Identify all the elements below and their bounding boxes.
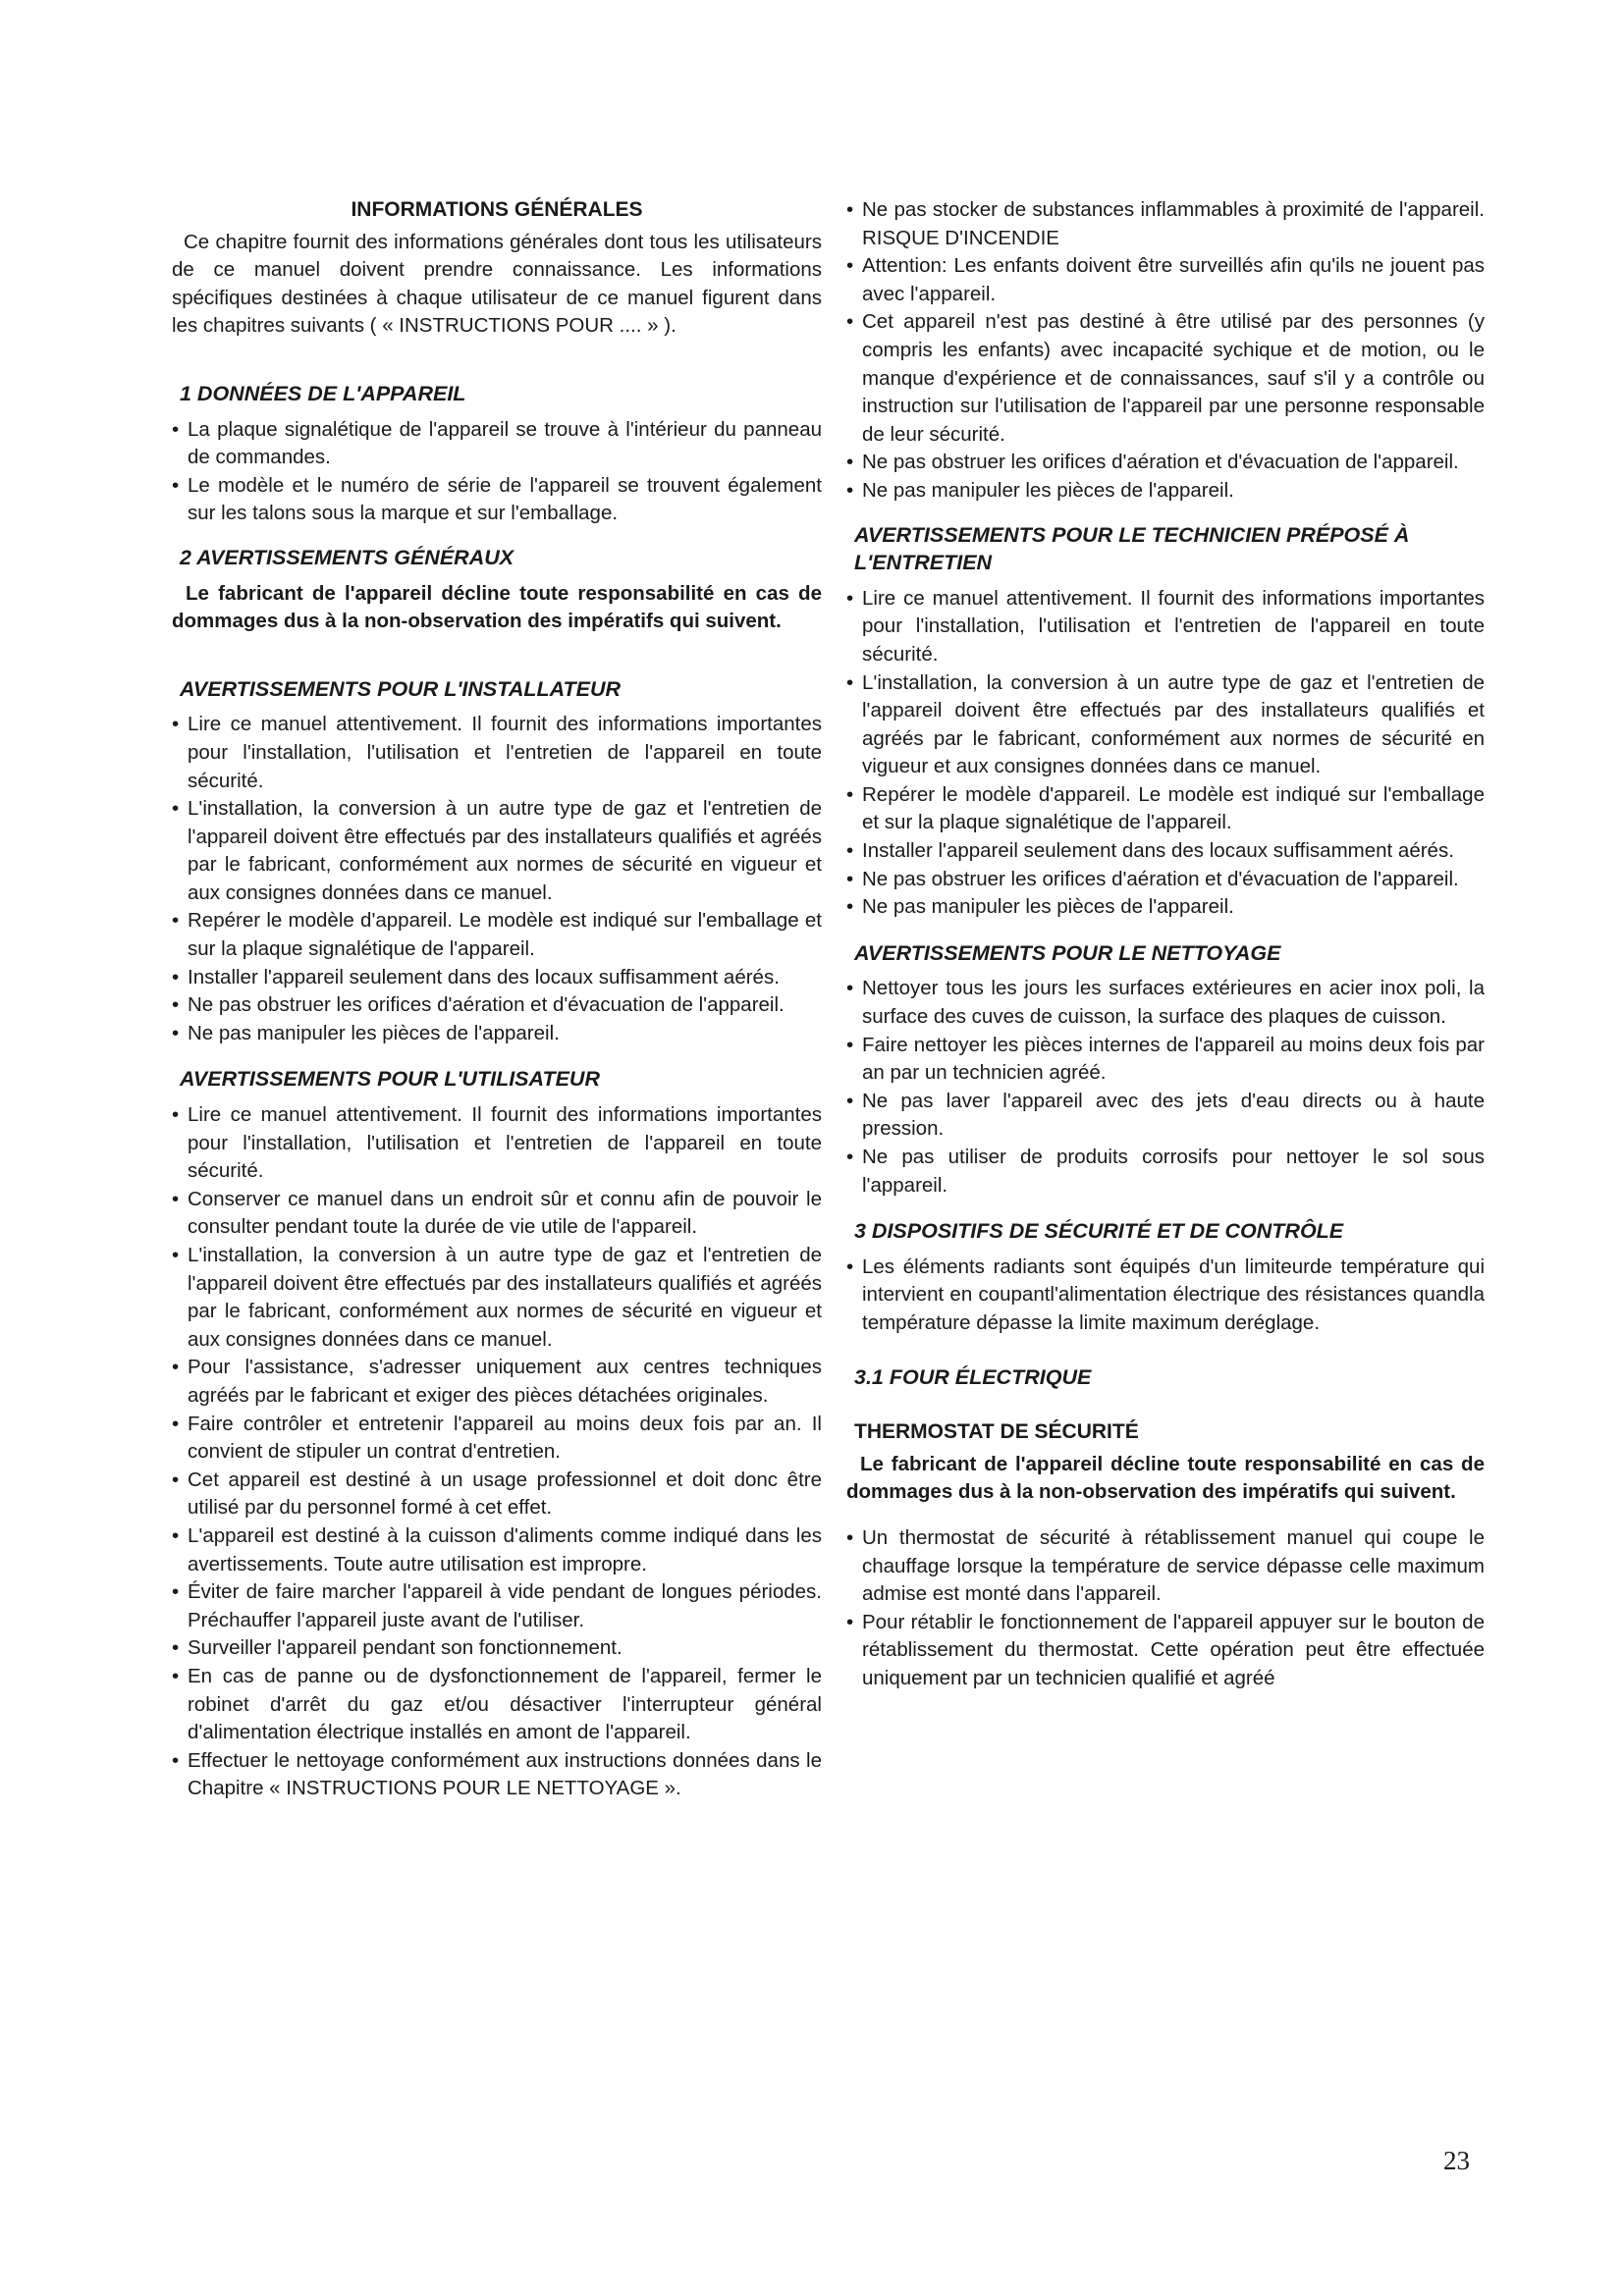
disclaimer-paragraph: Le fabricant de l'appareil décline toute responsabilité en cas de dommages dus à la non-observation des impératifs qui suivent. bbox=[172, 581, 822, 633]
bullet-icon: • bbox=[172, 1103, 180, 1127]
list-item bbox=[846, 449, 1485, 477]
heading-informations-generales: INFORMATIONS GÉNÉRALES bbox=[351, 198, 643, 221]
list-item-text: Lire ce manuel attentivement. Il fournit des informations importantes pour l'installation, l'utilisation et l'entretien de l'appareil en toute sécurité. bbox=[188, 713, 822, 792]
bullet-list bbox=[846, 1524, 1485, 1693]
bullet-icon: • bbox=[172, 1244, 180, 1266]
list-item-text: Attention: Les enfants doivent être surveillés afin qu'ils ne jouent pas avec l'appareil. bbox=[862, 254, 1485, 305]
bullet-list bbox=[846, 585, 1485, 922]
bullet-list bbox=[846, 1254, 1485, 1338]
list-item-text: Conserver ce manuel dans un endroit sûr et connu afin de pouvoir le consulter pendant toute la durée de vie utile de l'appareil. bbox=[188, 1187, 822, 1239]
page-number: 23 bbox=[1443, 2146, 1470, 2175]
list-item-text: Cet appareil est destiné à un usage professionnel et doit donc être utilisé par du personnel formé à cet effet. bbox=[188, 1468, 822, 1520]
list-item bbox=[846, 1088, 1485, 1144]
bullet-icon: • bbox=[846, 1525, 854, 1549]
list-item bbox=[846, 196, 1485, 252]
list-item-text: Ne pas manipuler les pièces de l'appareil. bbox=[862, 895, 1234, 919]
bullet-icon: • bbox=[172, 1468, 180, 1491]
list-item bbox=[172, 1354, 822, 1410]
bullet-list bbox=[172, 711, 822, 1047]
list-item-text: Repérer le modèle d'appareil. Le modèle est indiqué sur l'emballage et sur la plaque signalétique de l'appareil. bbox=[188, 909, 822, 961]
intro-paragraph: Ce chapitre fournit des informations générales dont tous les utilisateurs de ce manuel doivent prendre connaissance. Les informations spécifiques destinées à chaque utilisateur de ce manuel figurent dans les chapitres suivants ( « INSTRUCTIONS POUR .... » ). bbox=[172, 230, 822, 338]
list-item-text: Lire ce manuel attentivement. Il fournit des informations importantes pour l'installation, l'utilisation et l'entretien de l'appareil en toute sécurité. bbox=[188, 1103, 822, 1183]
bullet-icon: • bbox=[172, 909, 180, 933]
bullet-icon: • bbox=[172, 1580, 180, 1604]
list-item-text: Le modèle et le numéro de série de l'appareil se trouvent également sur les talons sous la marque et sur l'emballage. bbox=[188, 473, 822, 525]
bullet-icon: • bbox=[172, 797, 180, 821]
list-item bbox=[846, 975, 1485, 1031]
right-column bbox=[846, 196, 1485, 1693]
bullet-icon: • bbox=[172, 965, 180, 988]
list-item bbox=[172, 991, 822, 1020]
heading-avertissements-pour-le-technicien-prepos: AVERTISSEMENTS POUR LE TECHNICIEN PRÉPOSÉ À L'ENTRETIEN bbox=[854, 522, 1410, 575]
list-item-text: Ne pas laver l'appareil avec des jets d'eau directs ou à haute pression. bbox=[862, 1089, 1485, 1141]
list-item bbox=[172, 472, 822, 528]
list-item-text: Faire nettoyer les pièces internes de l'appareil au moins deux fois par an par un technicien agréé. bbox=[862, 1033, 1485, 1085]
bullet-icon: • bbox=[846, 895, 854, 919]
bullet-list bbox=[172, 416, 822, 528]
list-item-text: Pour l'assistance, s'adresser uniquement aux centres techniques agréés par le fabricant et exiger des pièces détachées originales. bbox=[188, 1356, 822, 1407]
list-item bbox=[172, 964, 822, 992]
list-item-text: Effectuer le nettoyage conformément aux instructions données dans le Chapitre « INSTRUCTIONS POUR LE NETTOYAGE ». bbox=[188, 1748, 822, 1800]
heading-thermostat-de-securite: THERMOSTAT DE SÉCURITÉ bbox=[854, 1420, 1139, 1444]
bullet-icon: • bbox=[172, 417, 180, 441]
bullet-icon: • bbox=[172, 1636, 180, 1660]
list-item bbox=[846, 1032, 1485, 1088]
heading-avertissements-pour-le-nettoyage: AVERTISSEMENTS POUR LE NETTOYAGE bbox=[854, 940, 1281, 965]
disclaimer-paragraph: Le fabricant de l'appareil décline toute responsabilité en cas de dommages dus à la non-observation des impératifs qui suivent. bbox=[846, 1452, 1485, 1504]
bullet-icon: • bbox=[846, 1089, 854, 1112]
bullet-icon: • bbox=[172, 473, 180, 497]
list-item bbox=[846, 893, 1485, 922]
list-item-text: Pour rétablir le fonctionnement de l'appareil appuyer sur le bouton de rétablissement du thermostat. Cette opération peut être effectuée uniquement par un technicien qualifié et agréé bbox=[862, 1610, 1485, 1689]
list-item bbox=[846, 1609, 1485, 1693]
list-item-text: L'installation, la conversion à un autre type de gaz et l'entretien de l'appareil doivent être effectués par des installateurs qualifiés et agréés par le fabricant, conformément aux normes de sécurité en vigueur et aux consignes données dans ce manuel. bbox=[862, 670, 1485, 778]
list-item bbox=[172, 795, 822, 907]
heading-2-avertissements-generaux: 2 AVERTISSEMENTS GÉNÉRAUX bbox=[180, 545, 514, 569]
list-item-text: Installer l'appareil seulement dans des locaux suffisamment aérés. bbox=[188, 965, 780, 988]
bullet-icon: • bbox=[172, 1356, 180, 1379]
bullet-icon: • bbox=[846, 1033, 854, 1056]
heading-3-1-four-electrique: 3.1 FOUR ÉLECTRIQUE bbox=[854, 1364, 1092, 1389]
list-item bbox=[846, 866, 1485, 894]
list-item-text: Faire contrôler et entretenir l'appareil au moins deux fois par an. Il convient de stipuler un contrat d'entretien. bbox=[188, 1412, 822, 1464]
bullet-icon: • bbox=[846, 451, 854, 474]
list-item bbox=[172, 907, 822, 963]
bullet-icon: • bbox=[846, 254, 854, 278]
list-item bbox=[846, 585, 1485, 669]
list-item bbox=[172, 1522, 822, 1578]
list-item-text: Les éléments radiants sont équipés d'un limiteurde température qui intervient en coupantl'alimentation électrique des résistances quandla température dépasse la limite maximum deréglage. bbox=[862, 1255, 1485, 1334]
list-item-text: En cas de panne ou de dysfonctionnement de l'appareil, fermer le robinet d'arrêt du gaz et/ou désactiver l'interrupteur général d'alimentation électrique installés en amont de l'appareil. bbox=[188, 1664, 822, 1744]
list-item-text: L'installation, la conversion à un autre type de gaz et l'entretien de l'appareil doivent être effectués par des installateurs qualifiés et agréés par le fabricant, conformément aux normes de sécurité en vigueur et aux consignes données dans ce manuel. bbox=[188, 797, 822, 904]
list-item-text: Ne pas obstruer les orifices d'aération et d'évacuation de l'appareil. bbox=[862, 867, 1459, 890]
list-item-text: L'installation, la conversion à un autre type de gaz et l'entretien de l'appareil doivent être effectués par des installateurs qualifiés et agréés par le fabricant, conformément aux normes de sécurité en vigueur et aux consignes données dans ce manuel. bbox=[188, 1244, 822, 1351]
bullet-icon: • bbox=[172, 1523, 180, 1547]
list-item bbox=[172, 1101, 822, 1186]
list-item-text: Ne pas stocker de substances inflammables à proximité de l'appareil. RISQUE D'INCENDIE bbox=[862, 198, 1485, 249]
list-item bbox=[172, 1242, 822, 1354]
bullet-icon: • bbox=[172, 1412, 180, 1435]
list-item-text: Installer l'appareil seulement dans des locaux suffisamment aérés. bbox=[862, 839, 1454, 863]
list-item-text: Ne pas obstruer les orifices d'aération et d'évacuation de l'appareil. bbox=[188, 993, 785, 1017]
list-item bbox=[172, 1578, 822, 1634]
bullet-icon: • bbox=[172, 1748, 180, 1772]
bullet-icon: • bbox=[846, 1146, 854, 1168]
bullet-list bbox=[172, 1101, 822, 1803]
list-item-text: Ne pas utiliser de produits corrosifs pour nettoyer le sol sous l'appareil. bbox=[862, 1146, 1485, 1197]
list-item bbox=[846, 1144, 1485, 1200]
list-item bbox=[846, 837, 1485, 866]
list-item-text: La plaque signalétique de l'appareil se trouve à l'intérieur du panneau de commandes. bbox=[188, 417, 822, 469]
list-item-text: Éviter de faire marcher l'appareil à vide pendant de longues périodes. Préchauffer l'appareil juste avant de l'utiliser. bbox=[188, 1580, 822, 1631]
bullet-icon: • bbox=[846, 478, 854, 502]
list-item bbox=[846, 477, 1485, 506]
list-item-text: L'appareil est destiné à la cuisson d'aliments comme indiqué dans les avertissements. Toute autre utilisation est impropre. bbox=[188, 1523, 822, 1575]
list-item bbox=[172, 1747, 822, 1803]
bullet-icon: • bbox=[846, 198, 854, 221]
list-item bbox=[846, 252, 1485, 308]
list-item-text: Ne pas manipuler les pièces de l'appareil. bbox=[862, 478, 1234, 502]
list-item bbox=[172, 711, 822, 795]
list-item-text: Lire ce manuel attentivement. Il fournit des informations importantes pour l'installation, l'utilisation et l'entretien de l'appareil en toute sécurité. bbox=[862, 586, 1485, 666]
bullet-icon: • bbox=[846, 977, 854, 1000]
bullet-icon: • bbox=[172, 993, 180, 1017]
list-item bbox=[172, 1634, 822, 1663]
list-item bbox=[172, 1020, 822, 1048]
list-item-text: Cet appareil n'est pas destiné à être utilisé par des personnes (y compris les enfants) avec incapacité sychique et de motion, ou le manque d'expérience et de connaissances, sauf s'il y a contrôle ou instruction sur l'utilisation de l'appareil par une personne responsable de leur sécurité. bbox=[862, 310, 1485, 446]
list-item-text: Ne pas manipuler les pièces de l'appareil. bbox=[188, 1021, 560, 1044]
heading-avertissements-pour-l-installateur: AVERTISSEMENTS POUR L'INSTALLATEUR bbox=[180, 676, 622, 701]
list-item bbox=[172, 1411, 822, 1467]
heading-avertissements-pour-l-utilisateur: AVERTISSEMENTS POUR L'UTILISATEUR bbox=[180, 1067, 600, 1092]
list-item bbox=[846, 1524, 1485, 1609]
bullet-icon: • bbox=[172, 1187, 180, 1210]
list-item bbox=[846, 781, 1485, 837]
list-item-text: Repérer le modèle d'appareil. Le modèle est indiqué sur l'emballage et sur la plaque signalétique de l'appareil. bbox=[862, 782, 1485, 834]
list-item-text: Un thermostat de sécurité à rétablissement manuel qui coupe le chauffage lorsque la température de service dépasse celle maximum admise est monté dans l'appareil. bbox=[862, 1525, 1485, 1606]
left-column bbox=[172, 196, 822, 1803]
list-item bbox=[846, 1254, 1485, 1338]
list-item-text: Surveiller l'appareil pendant son fonctionnement. bbox=[188, 1636, 623, 1660]
bullet-icon: • bbox=[846, 782, 854, 806]
list-item-text: Nettoyer tous les jours les surfaces extérieures en acier inox poli, la surface des cuves de cuisson, la surface des plaques de cuisson. bbox=[862, 977, 1485, 1029]
bullet-icon: • bbox=[846, 1610, 854, 1633]
heading-3-dispositifs-de-securite-et-de-controle: 3 DISPOSITIFS DE SÉCURITÉ ET DE CONTRÔLE bbox=[854, 1219, 1344, 1244]
list-item bbox=[172, 1663, 822, 1747]
bullet-icon: • bbox=[846, 670, 854, 694]
bullet-icon: • bbox=[846, 310, 854, 334]
bullet-list bbox=[846, 975, 1485, 1200]
bullet-icon: • bbox=[172, 1021, 180, 1044]
bullet-icon: • bbox=[846, 867, 854, 890]
bullet-icon: • bbox=[172, 713, 180, 736]
list-item bbox=[172, 1186, 822, 1242]
list-item bbox=[172, 416, 822, 472]
heading-1-donnees-de-l-appareil: 1 DONNÉES DE L'APPAREIL bbox=[180, 381, 466, 405]
bullet-icon: • bbox=[846, 1255, 854, 1278]
bullet-icon: • bbox=[172, 1664, 180, 1687]
list-item bbox=[172, 1467, 822, 1522]
list-item bbox=[846, 308, 1485, 449]
bullet-icon: • bbox=[846, 839, 854, 863]
bullet-icon: • bbox=[846, 586, 854, 610]
list-item bbox=[846, 669, 1485, 781]
list-item-text: Ne pas obstruer les orifices d'aération et d'évacuation de l'appareil. bbox=[862, 451, 1459, 474]
bullet-list bbox=[846, 196, 1485, 506]
